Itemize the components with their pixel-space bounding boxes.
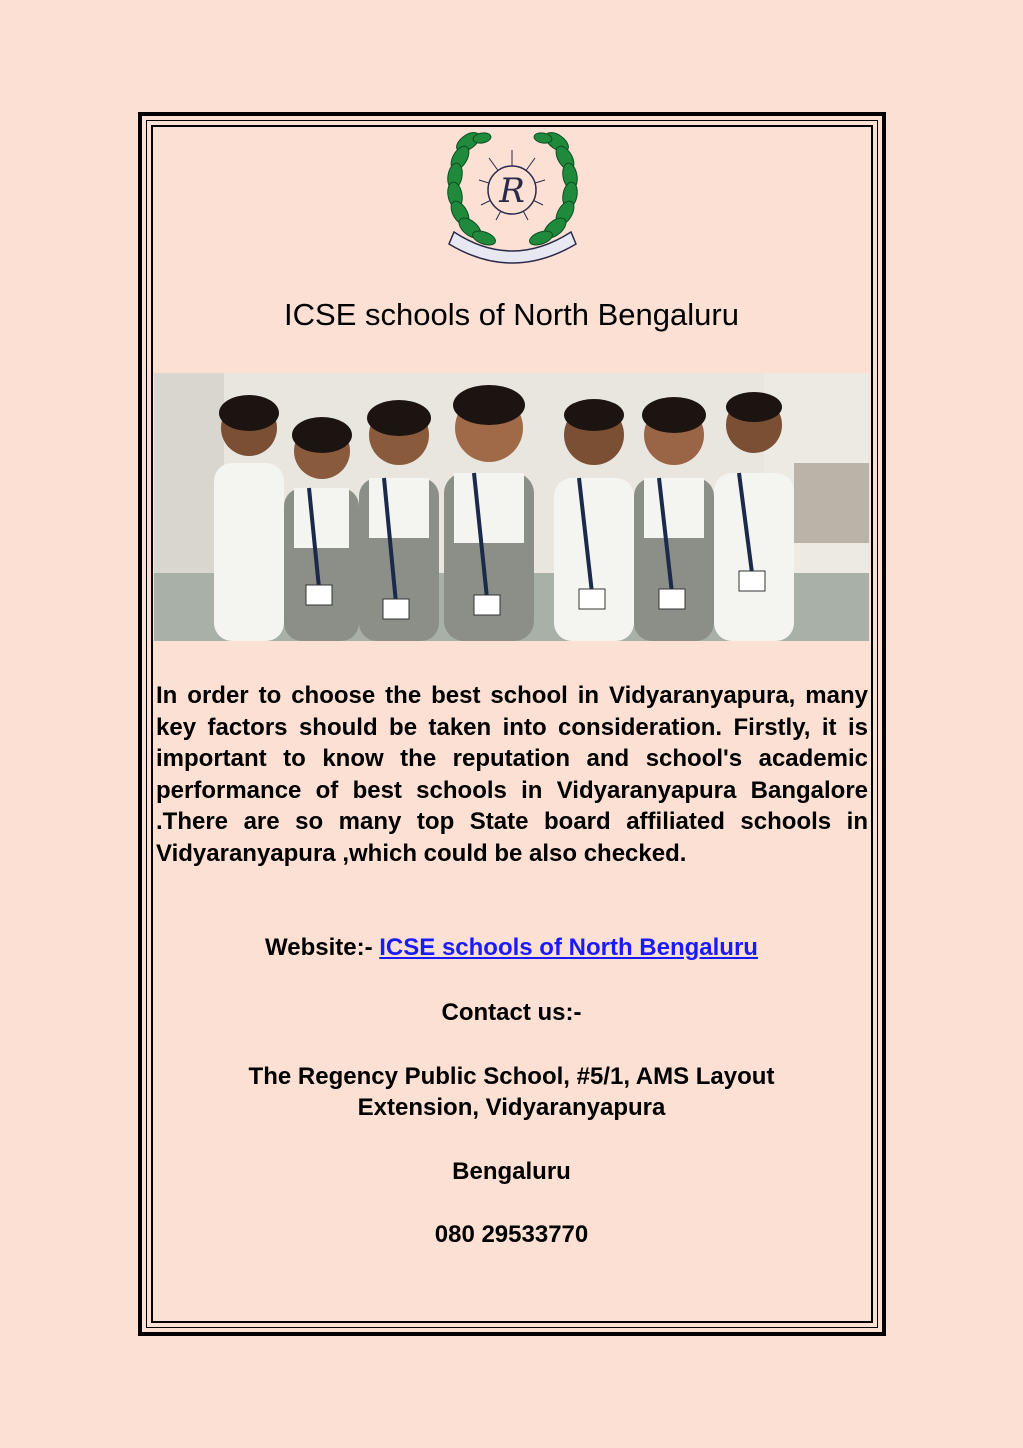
website-link[interactable]: ICSE schools of North Bengaluru: [379, 934, 758, 961]
website-label: Website:-: [265, 934, 373, 961]
city-text: Bengaluru: [452, 1158, 571, 1185]
regency-institutions-crest-icon: [440, 120, 585, 275]
phone-number: 080 29533770: [434, 1221, 589, 1248]
intro-paragraph: In order to choose the best school in Vidyaranyapura, many key factors should be taken into consideration. Firstly, it is important to know the reputation and school's academic performance of best schools in Vidyaranyapura Bangalore .There are so many top State board affiliated schools in Vidyaranyapura ,which could be also checked.: [156, 682, 868, 867]
children-photo-image: [154, 373, 869, 641]
website-line: [0, 932, 1023, 963]
svg-text:R: R: [499, 171, 525, 211]
address-line-2: Extension, Vidyaranyapura: [357, 1094, 666, 1121]
address-line-1: The Regency Public School, #5/1, AMS Layout: [248, 1063, 775, 1090]
page-title: ICSE schools of North Bengaluru: [284, 297, 739, 332]
school-children-photo: [154, 373, 869, 641]
school-logo: [440, 120, 585, 275]
contact-heading: Contact us:-: [441, 999, 582, 1026]
